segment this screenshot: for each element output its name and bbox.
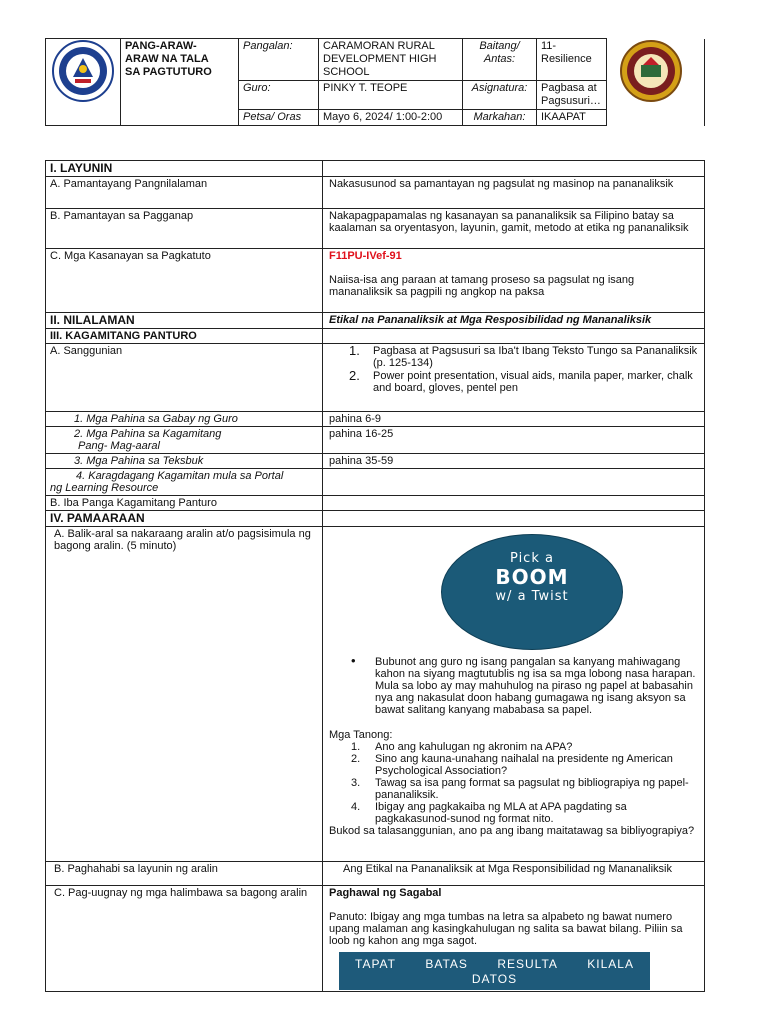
- word-bank-box: [339, 952, 650, 990]
- petsa-label: Petsa/ Oras: [239, 110, 319, 126]
- layunin-c-cell: [323, 249, 705, 313]
- baitang-label: Baitang/ Antas:: [463, 39, 537, 81]
- competency-text: Naiisa-isa ang paraan at tamang proseso sa pagsulat ng isang mananaliksik sa pagpili ng angkop na paksa: [329, 274, 635, 298]
- pangalan-value: CARAMORAN RURAL DEVELOPMENT HIGH SCHOOL: [319, 39, 463, 81]
- boom-line-3: w/ a Twist: [495, 589, 569, 604]
- pahina-gabay-value: pahina 6-9: [323, 412, 705, 427]
- balik-aral-cell: [323, 527, 705, 862]
- paghahabi-value: Ang Etikal na Pananaliksik at Mga Responsibilidad ng Mananaliksik: [323, 862, 705, 886]
- pamaaraan-heading: IV. PAMAARAAN: [46, 511, 323, 527]
- list-item: 3. Tawag sa isa pang format sa pagsulat ng bibliograpiya ng papel-pananaliksik.: [351, 777, 689, 801]
- list-item: 2. Sino ang kauna-unahang naihalal na presidente ng American Psychological Association?: [351, 753, 673, 777]
- title-line-1: PANG-ARAW-: [125, 40, 197, 52]
- markahan-label: Markahan:: [463, 110, 537, 126]
- pahina-kagamitan-label: 2. Mga Pahina sa Kagamitang Pang- Mag-aaral: [46, 427, 323, 454]
- baitang-value: 11- Resilience: [537, 39, 607, 81]
- pangalan-label: Pangalan:: [239, 39, 319, 81]
- deped-logo-icon: [46, 39, 120, 117]
- nilalaman-value: Etikal na Pananaliksik at Mga Resposibilidad ng Mananaliksik: [323, 313, 705, 329]
- markahan-value: IKAAPAT: [537, 110, 607, 126]
- pahina-kagamitan-value: pahina 16-25: [323, 427, 705, 454]
- guro-label: Guro:: [239, 81, 319, 110]
- word-item: DATOS: [471, 972, 518, 986]
- title-line-2: ARAW NA TALA: [125, 53, 209, 65]
- header-table: [45, 38, 705, 126]
- word-item: TAPAT: [355, 957, 396, 971]
- pag-uugnay-label: C. Pag-uugnay ng mga halimbawa sa bagong aralin: [46, 886, 323, 992]
- list-item: 1. Pagbasa at Pagsusuri sa Iba't Ibang Teksto Tungo sa Pananaliksik (p. 125-134): [349, 343, 698, 369]
- paghawal-title: Paghawal ng Sagabal: [329, 887, 442, 899]
- iba-kagamitan-label: B. Iba Panga Kagamitang Panturo: [46, 496, 323, 511]
- boom-line-2: BOOM: [495, 565, 569, 589]
- school-seal-cell: [607, 39, 705, 126]
- sanggunian-cell: [323, 344, 705, 412]
- pahina-teksbuk-value: pahina 35-59: [323, 454, 705, 469]
- sanggunian-list: [327, 345, 700, 394]
- kagamitan-heading: III. KAGAMITANG PANTURO: [46, 329, 323, 344]
- activity-bullets: [329, 653, 700, 716]
- layunin-c-label: C. Mga Kasanayan sa Pagkatuto: [46, 249, 323, 313]
- lesson-log-title: [121, 39, 239, 126]
- school-seal-icon: [607, 39, 703, 117]
- pick-a-boom-graphic: [441, 534, 623, 650]
- lesson-plan-table: [45, 160, 705, 992]
- word-item: BATAS: [425, 957, 468, 971]
- deped-logo-cell: [46, 39, 121, 126]
- asignatura-label: Asignatura:: [463, 81, 537, 110]
- tanong-label: Mga Tanong:: [329, 729, 393, 741]
- competency-code: F11PU-IVef-91: [329, 250, 402, 262]
- tanong-list: [329, 741, 700, 825]
- title-line-3: SA PAGTUTURO: [125, 66, 212, 78]
- nilalaman-heading: II. NILALAMAN: [46, 313, 323, 329]
- layunin-heading: I. LAYUNIN: [46, 161, 323, 177]
- layunin-b-label: B. Pamantayan sa Pagganap: [46, 209, 323, 249]
- list-item: • Bubunot ang guro ng isang pangalan sa kanyang mahiwagang kahon na siyang magtutublis ng isa sa mga lobong nasa harapan. Mula sa lobo ay may mahuhulog na piraso ng papel at babasahin nya ang nakasulat doon habang gumagawa ng isang aksyon sa bawat salitang kanyang mababasa sa papel.: [351, 653, 696, 716]
- pahina-gabay-label: 1. Mga Pahina sa Gabay ng Guro: [46, 412, 323, 427]
- asignatura-value: Pagbasa at Pagsusuri…: [537, 81, 607, 110]
- boom-line-1: Pick a: [510, 551, 554, 566]
- layunin-a-label: A. Pamantayang Pangnilalaman: [46, 177, 323, 209]
- list-item: 1. Ano ang kahulugan ng akronim na APA?: [351, 741, 573, 753]
- layunin-b-value: Nakapagpapamalas ng kasanayan sa pananaliksik sa Filipino batay sa kaalaman sa oryentasyon, layunin, gamit, metodo at etika ng pananaliksik: [323, 209, 705, 249]
- word-item: RESULTA: [497, 957, 558, 971]
- balik-aral-label: A. Balik-aral sa nakaraang aralin at/o pagsisimula ng bagong aralin. (5 minuto): [46, 527, 323, 862]
- list-item: 2. Power point presentation, visual aids, manila paper, marker, chalk and board, gloves, pentel pen: [349, 368, 693, 394]
- layunin-a-value: Nakasusunod sa pamantayan ng pagsulat ng masinop na pananaliksik: [323, 177, 705, 209]
- list-item: 4. Ibigay ang pagkakaiba ng MLA at APA pagdating sa pagkakasunod-sunod ng format nito.: [351, 801, 627, 825]
- petsa-value: Mayo 6, 2024/ 1:00-2:00: [319, 110, 463, 126]
- paghahabi-label: B. Paghahabi sa layunin ng aralin: [46, 862, 323, 886]
- sanggunian-label: A. Sanggunian: [46, 344, 323, 412]
- pahina-teksbuk-label: 3. Mga Pahina sa Teksbuk: [46, 454, 323, 469]
- word-item: KILALA: [587, 957, 634, 971]
- karagdagang-kagamitan-label: 4. Karagdagang Kagamitan mula sa Portal ng Learning Resource: [46, 469, 323, 496]
- panuto-text: Panuto: Ibigay ang mga tumbas na letra sa alpabeto ng bawat numero upang malaman ang kasingkahulugan ng salita sa bawat bilang. Piliin sa loob ng kahon ang mga sagot.: [329, 911, 683, 947]
- guro-value: PINKY T. TEOPE: [319, 81, 463, 110]
- closing-question: Bukod sa talasanggunian, ano pa ang ibang maitatawag sa bibliyograpiya?: [329, 825, 695, 837]
